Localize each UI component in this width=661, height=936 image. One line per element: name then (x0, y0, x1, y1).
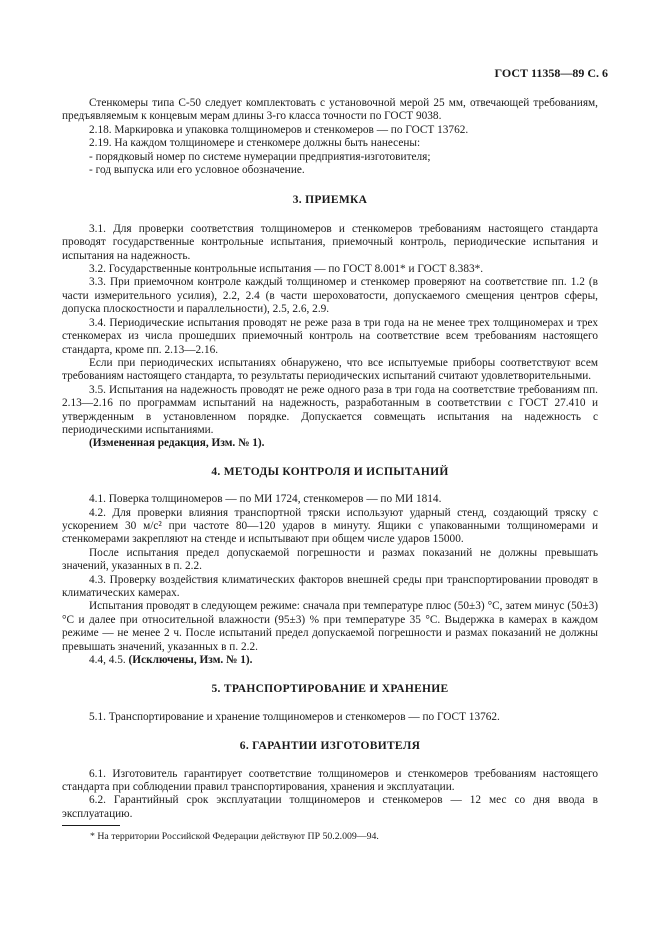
list-item: - год выпуска или его условное обозначение. (89, 164, 305, 177)
clause-number: 4.4, 4.5. (89, 654, 129, 667)
paragraph: Стенкомеры типа С-50 следует комплектовать с установочной мерой 25 мм, отвечающей требованиям, предъявляемым к концевым мерам длины 3-го класса точности по ГОСТ 9038. (62, 97, 598, 123)
paragraph: 2.18. Маркировка и упаковка толщиномеров и стенкомеров — по ГОСТ 13762. (89, 123, 469, 136)
paragraph (62, 654, 598, 667)
paragraph: 3.1. Для проверки соответствия толщиномеров и стенкомеров требованиям настоящего стандарта проводят государственные контрольные испытания, приемочный контроль, периодические испытания и испытания на надежность. (62, 222, 598, 262)
paragraph: 3.4. Периодические испытания проводят не реже раза в три года на не менее трех толщиномерах и трех стенкомерах из числа прошедших приемочный контроль на соответствие всем требованиям настоящего стандарта, кроме пп. 2.13—2.16. (62, 316, 598, 356)
paragraph: 4.1. Поверка толщиномеров — по МИ 1724, стенкомеров — по МИ 1814. (89, 493, 442, 506)
list-item: - порядковый номер по системе нумерации предприятия-изготовителя; (89, 150, 431, 163)
footnote: * На территории Российской Федерации действуют ПР 50.2.009—94. (90, 831, 379, 842)
paragraph: После испытания предел допускаемой погрешности и размах показаний не должны превышать значений, указанных в п. 2.2. (62, 546, 598, 573)
section-heading: 3. ПРИЕМКА (292, 194, 368, 207)
paragraph: Испытания проводят в следующем режиме: сначала при температуре плюс (50±3) °С, затем минус (50±3) °С и далее при относительной влажности (95±3) % при температуре 35 °С. Выдержка в камерах в каждом режиме — не менее 2 ч. После испытаний предел допускаемой погрешности и размах показаний не должны превышать значений, указанных в п. 2.2. (62, 600, 598, 653)
paragraph: 5.1. Транспортирование и хранение толщиномеров и стенкомеров — по ГОСТ 13762. (89, 710, 500, 723)
paragraph: 3.3. При приемочном контроле каждый толщиномер и стенкомер проверяют на соответствие пп. 1.2 (в части измерительного усилия), 2.2, 2.4 (в части шероховатости, допускаемого смещения центров сферы, допуска плоскостности и параллельности), 2.5, 2.6, 2.9. (62, 276, 598, 316)
paragraph: 4.2. Для проверки влияния транспортной тряски используют ударный стенд, создающий тряску с ускорением 30 м/с² при частоте 80—120 ударов в минуту. Ящики с упакованными толщиномерами и стенкомерами закрепляют на стенде и испытывают при общем числе ударов 15000. (62, 506, 598, 546)
section-heading: 5. ТРАНСПОРТИРОВАНИЕ И ХРАНЕНИЕ (211, 683, 449, 696)
footnote-divider (62, 825, 120, 826)
section-heading: 4. МЕТОДЫ КОНТРОЛЯ И ИСПЫТАНИЙ (211, 465, 449, 478)
paragraph: 4.3. Проверку воздействия климатических факторов внешней среды при транспортировании проводят в климатических камерах. (62, 573, 598, 599)
paragraph: 6.2. Гарантийный срок эксплуатации толщиномеров и стенкомеров — 12 мес со дня ввода в эксплуатацию. (62, 794, 598, 820)
section-heading: 6. ГАРАНТИИ ИЗГОТОВИТЕЛЯ (239, 740, 421, 753)
amendment-note: (Исключены, Изм. № 1). (128, 654, 253, 667)
paragraph: Если при периодических испытаниях обнаружено, что все испытуемые приборы соответствуют всем требованиям настоящего стандарта, то результаты периодических испытаний считают удовлетворительными. (62, 356, 598, 383)
paragraph: 3.5. Испытания на надежность проводят не реже одного раза в три года на соответствие требованиям пп. 2.13—2.16 по программам испытаний на надежность, разработанным в соответствии с ГОСТ 27.410 и утвержденным в установленном порядке. Допускается совмещать испытания на надежность с периодическими испытаниями. (62, 383, 598, 436)
paragraph: 3.2. Государственные контрольные испытания — по ГОСТ 8.001* и ГОСТ 8.383*. (89, 263, 484, 276)
amendment-note: (Измененная редакция, Изм. № 1). (89, 437, 265, 450)
document-body (62, 97, 598, 821)
paragraph: 2.19. На каждом толщиномере и стенкомере должны быть нанесены: (89, 137, 421, 150)
paragraph: 6.1. Изготовитель гарантирует соответствие толщиномеров и стенкомеров требованиям настоящего стандарта при соблюдении правил транспортирования, хранения и эксплуатации. (62, 767, 598, 794)
page-header: ГОСТ 11358—89 С. 6 (494, 66, 608, 80)
